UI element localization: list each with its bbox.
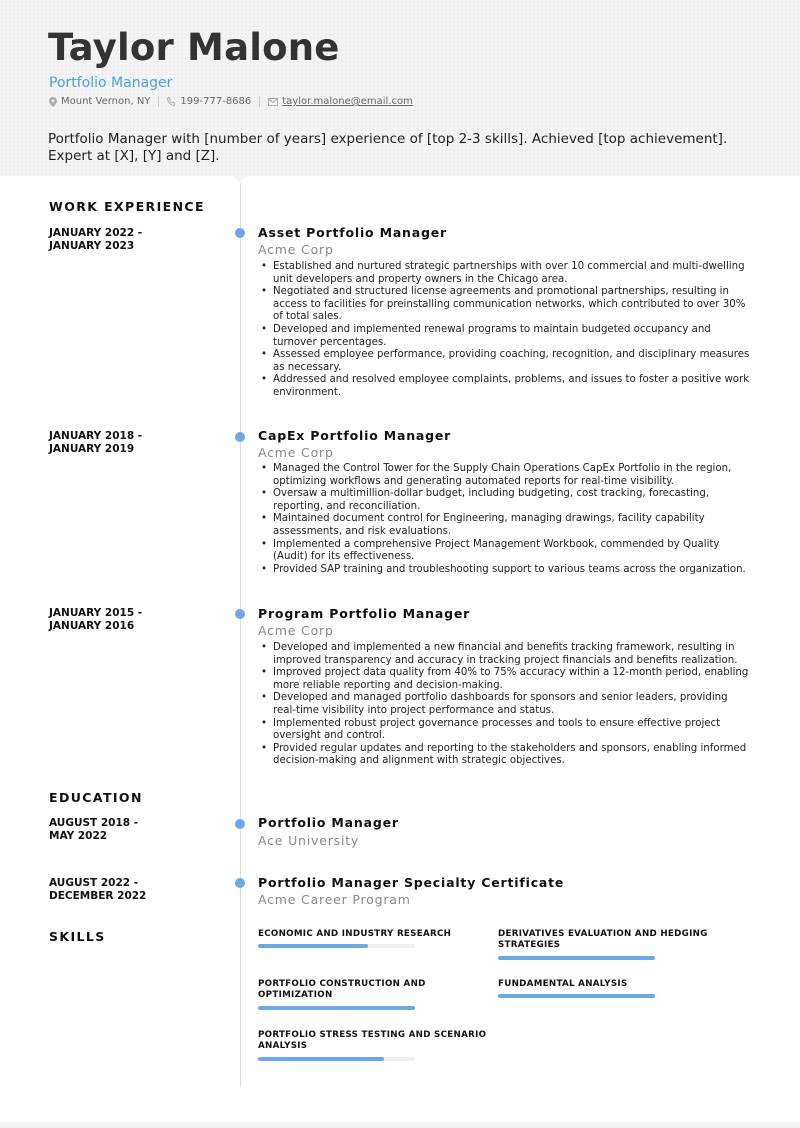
education-date-end: MAY 2022 [49, 830, 108, 842]
phone-icon [167, 97, 176, 106]
job-company: Acme Corp [258, 242, 334, 257]
list-item: • Implemented a comprehensive Project Management Workbook, commended by Quality (Audit) for its effectiveness. [258, 539, 750, 564]
skill-item [498, 929, 718, 950]
timeline-dot [235, 228, 245, 238]
skill-item [258, 979, 478, 1000]
map-pin-icon [49, 97, 57, 107]
education-date [49, 877, 146, 903]
skill-bar-fill [258, 1057, 384, 1061]
list-item: • Provided regular updates and reporting to the stakeholders and sponsors, enabling informed decision-making and alignment with strategic objectives. [258, 743, 750, 768]
skill-item [258, 1030, 487, 1051]
job-bullets [258, 261, 750, 400]
section-title-work: WORK EXPERIENCE [49, 199, 205, 214]
education-date-start: AUGUST 2018 - [49, 817, 139, 829]
list-item: • Implemented robust project governance processes and tools to ensure effective project oversight and control. [258, 718, 750, 743]
phone-text: 199-777-8686 [180, 96, 252, 107]
job-date [49, 430, 142, 456]
job-date-start: JANUARY 2022 - [49, 227, 143, 239]
skill-bar [258, 1057, 415, 1061]
list-item: • Managed the Control Tower for the Supply Chain Operations CapEx Portfolio in the region, optimizing workflows and generating automated reports for real-time visibility. [258, 463, 750, 488]
job-date-start: JANUARY 2015 - [49, 607, 143, 619]
section-title-education: EDUCATION [49, 790, 143, 805]
job-title: Asset Portfolio Manager [258, 225, 447, 240]
skill-bar [258, 1006, 415, 1010]
job-date-end: JANUARY 2023 [49, 240, 135, 252]
list-item: • Developed and managed portfolio dashboards for sponsors and senior leaders, providing real-time visibility into project performance and status. [258, 692, 750, 717]
skill-label: PORTFOLIO CONSTRUCTION AND OPTIMIZATION [258, 979, 426, 1000]
contact-info [49, 96, 413, 107]
envelope-icon [268, 98, 278, 106]
skill-label: PORTFOLIO STRESS TESTING AND SCENARIO ANALYSIS [258, 1030, 487, 1051]
contact-email [268, 96, 413, 107]
header-notch [233, 176, 247, 183]
job-company: Acme Corp [258, 623, 334, 638]
job-date-start: JANUARY 2018 - [49, 430, 143, 442]
school-name: Ace University [258, 833, 360, 848]
job-title: CapEx Portfolio Manager [258, 428, 452, 443]
list-item: • Established and nurtured strategic partnerships with over 10 commercial and multi-dwelling unit developers and property owners in the Chicago area. [258, 261, 750, 286]
degree-title: Portfolio Manager [258, 815, 399, 830]
skill-label: DERIVATIVES EVALUATION AND HEDGING STRATEGIES [498, 929, 708, 950]
skill-bar-fill [498, 956, 655, 960]
email-link[interactable]: taylor.malone@email.com [282, 96, 413, 107]
list-item: • Addressed and resolved employee complaints, problems, and issues to foster a positive work environment. [258, 374, 750, 399]
job-date [49, 227, 142, 253]
profile-summary: Portfolio Manager with [number of years] experience of [top 2-3 skills]. Achieved [top achievement]. Expert at [X], [Y] and [Z]. [48, 131, 728, 164]
timeline-dot [235, 609, 245, 619]
section-title-skills: SKILLS [49, 929, 106, 944]
job-company: Acme Corp [258, 445, 334, 460]
skill-bar-fill [258, 944, 368, 948]
skill-label: ECONOMIC AND INDUSTRY RESEARCH [258, 929, 452, 939]
education-date-end: DECEMBER 2022 [49, 890, 147, 902]
education-date-start: AUGUST 2022 - [49, 877, 139, 889]
list-item: • Maintained document control for Engineering, managing drawings, facility capability assessments, and risk evaluations. [258, 513, 750, 538]
location-text: Mount Vernon, NY [61, 96, 151, 107]
skill-item [258, 929, 478, 940]
contact-divider [259, 96, 260, 107]
skill-bar [258, 944, 415, 948]
job-title: Program Portfolio Manager [258, 606, 471, 621]
job-date [49, 607, 142, 633]
skill-bar [498, 956, 655, 960]
list-item: • Negotiated and structured license agreements and promotional partnerships, resulting in access to facilities for preinstalling communication networks, which contributed to over 30% of total sales. [258, 286, 750, 324]
resume-header [0, 0, 800, 176]
education-date [49, 817, 138, 843]
job-bullets [258, 463, 750, 576]
skill-bar-fill [498, 994, 655, 998]
school-name: Acme Career Program [258, 892, 411, 907]
skill-bar [498, 994, 655, 998]
job-date-end: JANUARY 2019 [49, 443, 135, 455]
timeline-dot [235, 819, 245, 829]
skill-label: FUNDAMENTAL ANALYSIS [498, 979, 628, 989]
skill-bar-fill [258, 1006, 415, 1010]
degree-title: Portfolio Manager Specialty Certificate [258, 875, 565, 890]
timeline-dot [235, 432, 245, 442]
list-item: • Developed and implemented a new financial and benefits tracking framework, resulting in improved transparency and accuracy in tracking project financials and benefits realization. [258, 642, 750, 667]
contact-divider [158, 96, 159, 107]
timeline-dot [235, 878, 245, 888]
footer-band [0, 1122, 800, 1128]
job-date-end: JANUARY 2016 [49, 620, 135, 632]
list-item: • Assessed employee performance, providing coaching, recognition, and disciplinary measures as necessary. [258, 349, 750, 374]
job-bullets [258, 642, 750, 768]
contact-location [49, 96, 150, 107]
list-item: • Oversaw a multimillion-dollar budget, including budgeting, cost tracking, forecasting, reporting, and reconciliation. [258, 488, 750, 513]
list-item: • Developed and implemented renewal programs to maintain budgeted occupancy and turnover percentages. [258, 324, 750, 349]
contact-phone [167, 96, 251, 107]
list-item: • Provided SAP training and troubleshooting support to various teams across the organization. [258, 564, 750, 577]
list-item: • Improved project data quality from 40% to 75% accuracy within a 12-month period, enabling more reliable reporting and decision-making. [258, 667, 750, 692]
skill-item [498, 979, 718, 990]
timeline-line [240, 183, 241, 1087]
candidate-title: Portfolio Manager [49, 75, 173, 91]
candidate-name: Taylor Malone [48, 26, 340, 69]
